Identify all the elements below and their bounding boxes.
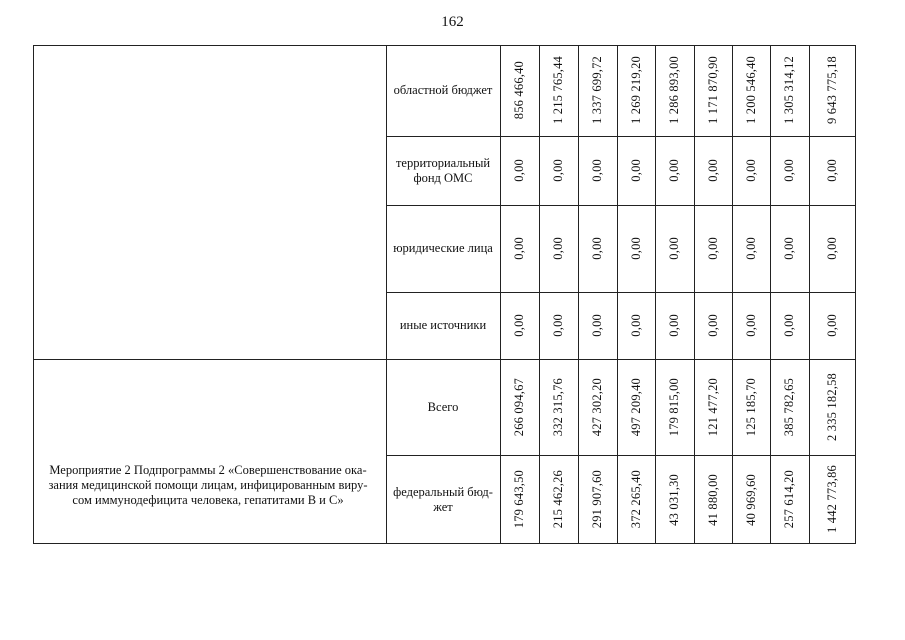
value-text: 125 185,70: [743, 377, 758, 437]
value-cell: [694, 136, 732, 205]
value-cell: [500, 359, 539, 455]
event-title: Мероприятие 2 Подпрограммы 2 «Совершенствование ока- зания медицинской помощи лицам, инфицированным виру- сом иммунодефицита человека, гепатитами В и С»: [48, 463, 368, 507]
value-cell: [694, 205, 732, 292]
value-cell: [578, 45, 617, 136]
page-number: 162: [441, 14, 464, 30]
value-text: 215 462,26: [551, 470, 565, 529]
value-cell: [539, 359, 578, 455]
value-text: 0,00: [628, 314, 643, 337]
funding-source-label: федеральный бюд- жет: [393, 484, 493, 514]
value-text: 0,00: [590, 159, 604, 182]
value-cell: [770, 136, 809, 205]
value-text: 0,00: [628, 237, 643, 260]
value-cell: [617, 205, 655, 292]
value-text: 1 286 893,00: [667, 56, 681, 125]
value-text: 43 031,30: [667, 473, 681, 526]
value-text: 0,00: [590, 314, 604, 337]
value-cell: [732, 205, 770, 292]
value-text: 427 302,20: [590, 377, 604, 437]
value-cell: [655, 136, 694, 205]
value-text: 9 643 775,18: [825, 56, 839, 125]
value-cell: [770, 455, 809, 544]
value-text: 0,00: [782, 237, 796, 260]
value-text: 497 209,40: [628, 377, 643, 437]
value-text: 0,00: [825, 314, 839, 337]
total-value-cell: [809, 45, 856, 136]
total-value-cell: [809, 359, 856, 455]
total-value-cell: [809, 292, 856, 359]
value-text: 0,00: [705, 159, 720, 182]
value-text: 266 094,67: [512, 377, 526, 437]
value-text: 0,00: [512, 237, 526, 260]
value-cell: [500, 292, 539, 359]
value-cell: [655, 455, 694, 544]
funding-source-label: иные источники: [399, 318, 487, 332]
value-cell: [617, 359, 655, 455]
value-text: 332 315,76: [551, 377, 565, 437]
value-text: 0,00: [825, 159, 839, 182]
value-cell: [500, 136, 539, 205]
total-value-cell: [809, 455, 856, 544]
funding-source-label: областной бюджет: [393, 83, 493, 97]
value-cell: [578, 359, 617, 455]
value-text: 1 305 314,12: [782, 56, 796, 125]
value-cell: [694, 45, 732, 136]
value-cell: [770, 45, 809, 136]
value-text: 0,00: [705, 237, 720, 260]
value-text: 385 782,65: [782, 377, 796, 437]
value-text: 1 269 219,20: [628, 56, 643, 125]
value-text: 291 907,60: [590, 470, 604, 529]
value-text: 0,00: [667, 237, 681, 260]
value-text: 0,00: [782, 159, 796, 182]
value-text: 1 200 546,40: [743, 56, 758, 125]
value-cell: [500, 205, 539, 292]
funding-source-label: Всего: [427, 399, 459, 414]
value-cell: [539, 455, 578, 544]
value-cell: [732, 455, 770, 544]
value-cell: [732, 292, 770, 359]
value-cell: [617, 292, 655, 359]
value-text: 0,00: [782, 314, 796, 337]
value-cell: [539, 136, 578, 205]
value-text: 0,00: [512, 314, 526, 337]
value-text: 0,00: [743, 237, 758, 260]
value-text: 0,00: [551, 159, 565, 182]
value-cell: [539, 45, 578, 136]
value-cell: [578, 455, 617, 544]
value-text: 0,00: [590, 237, 604, 260]
value-cell: [732, 45, 770, 136]
total-value-cell: [809, 136, 856, 205]
value-text: 257 614,20: [782, 470, 796, 529]
value-cell: [578, 292, 617, 359]
funding-source-label: юридические лица: [393, 241, 493, 255]
value-cell: [539, 205, 578, 292]
value-text: 0,00: [551, 237, 565, 260]
value-cell: [655, 292, 694, 359]
value-cell: [617, 136, 655, 205]
value-cell: [655, 45, 694, 136]
value-cell: [770, 359, 809, 455]
value-text: 0,00: [667, 159, 681, 182]
value-cell: [694, 455, 732, 544]
value-text: 0,00: [551, 314, 565, 337]
value-text: 121 477,20: [705, 377, 720, 437]
value-text: 1 442 773,86: [825, 465, 839, 534]
value-text: 40 969,60: [743, 473, 758, 526]
value-cell: [655, 205, 694, 292]
total-value-cell: [809, 205, 856, 292]
funding-source-label: территориальный фонд ОМС: [395, 155, 491, 185]
value-text: 179 643,50: [512, 470, 526, 529]
value-text: 0,00: [705, 314, 720, 337]
value-cell: [500, 45, 539, 136]
value-cell: [578, 136, 617, 205]
value-cell: [732, 136, 770, 205]
value-cell: [617, 45, 655, 136]
value-text: 0,00: [512, 159, 526, 182]
value-text: 0,00: [743, 314, 758, 337]
value-text: 1 215 765,44: [551, 56, 565, 125]
value-cell: [770, 292, 809, 359]
value-cell: [539, 292, 578, 359]
value-text: 0,00: [743, 159, 758, 182]
value-cell: [500, 455, 539, 544]
value-text: 856 466,40: [512, 61, 526, 120]
value-cell: [694, 292, 732, 359]
value-text: 0,00: [667, 314, 681, 337]
value-text: 0,00: [628, 159, 643, 182]
value-text: 2 335 182,58: [825, 372, 839, 442]
budget-table: [33, 45, 856, 544]
value-text: 1 337 699,72: [590, 56, 604, 125]
value-cell: [617, 455, 655, 544]
value-text: 0,00: [825, 237, 839, 260]
value-cell: [770, 205, 809, 292]
value-cell: [578, 205, 617, 292]
value-cell: [655, 359, 694, 455]
value-text: 1 171 870,90: [705, 56, 720, 125]
value-text: 372 265,40: [628, 470, 643, 529]
value-text: 179 815,00: [667, 377, 681, 437]
value-text: 41 880,00: [705, 473, 720, 526]
value-cell: [694, 359, 732, 455]
value-cell: [732, 359, 770, 455]
